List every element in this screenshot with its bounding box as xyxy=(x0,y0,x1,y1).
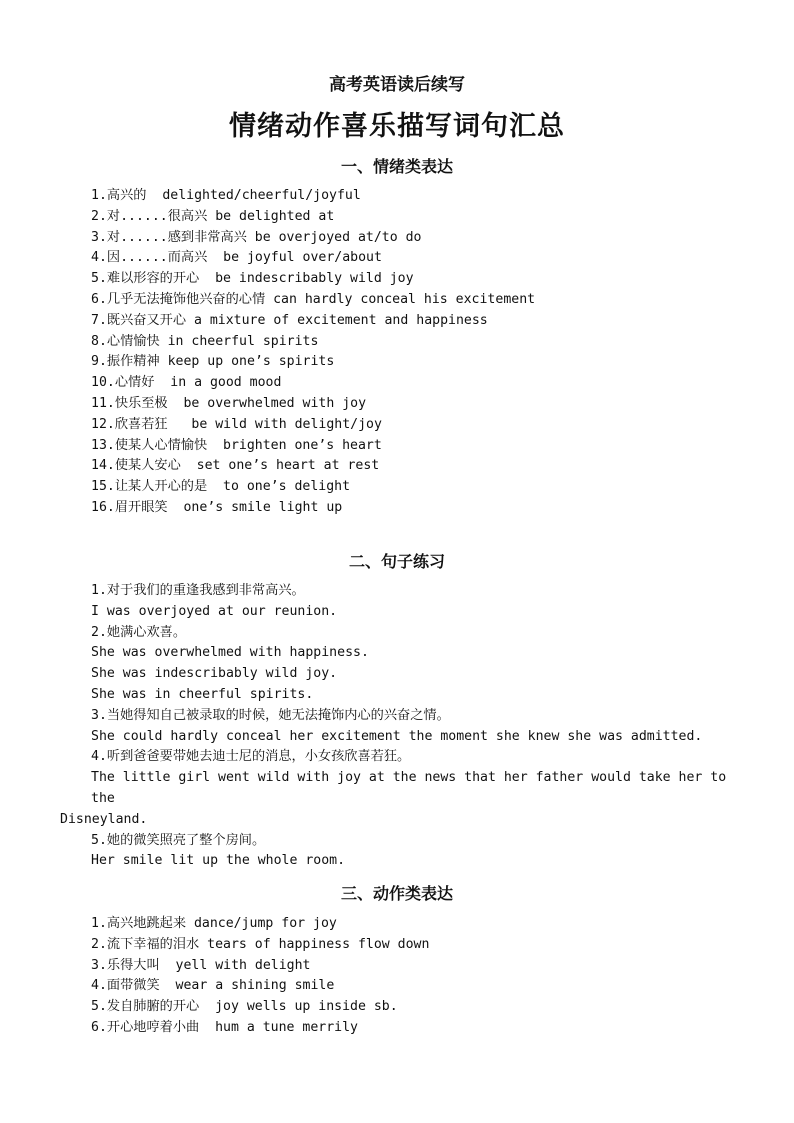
sentence-line: She was in cheerful spirits. xyxy=(91,686,314,702)
list-item: 4.面带微笑 wear a shining smile xyxy=(91,978,335,994)
action-expression-list xyxy=(91,914,429,1039)
sentence-line: Disneyland. xyxy=(60,811,148,827)
list-item: 8.心情愉快 in cheerful spirits xyxy=(91,333,319,349)
list-item: 15.让某人开心的是 to one’s delight xyxy=(91,479,351,495)
sentence-line: The little girl went wild with joy at the news that her father would take her to the xyxy=(91,770,727,806)
section-heading-sentences: 二、句子练习 xyxy=(348,552,445,571)
list-item: 6.开心地哼着小曲 hum a tune merrily xyxy=(91,1019,358,1035)
list-item: 10.心情好 in a good mood xyxy=(91,375,282,391)
list-item: 16.眉开眼笑 one’s smile light up xyxy=(91,499,343,515)
list-item: 9.振作精神 keep up one’s spirits xyxy=(91,354,335,370)
list-item: 3.乐得大叫 yell with delight xyxy=(91,957,311,973)
list-item: 2.对......很高兴 be delighted at xyxy=(91,208,335,224)
list-item: 12.欣喜若狂 be wild with delight/joy xyxy=(91,416,382,432)
list-item: 1.高兴的 delighted/cheerful/joyful xyxy=(91,188,361,203)
section-heading-emotion: 一、情绪类表达 xyxy=(340,157,453,176)
list-item: 11.快乐至极 be overwhelmed with joy xyxy=(91,395,367,411)
sentence-line: She was indescribably wild joy. xyxy=(91,666,338,682)
emotion-expression-list xyxy=(91,186,535,519)
sentence-line: 4.听到爸爸要带她去迪士尼的消息，小女孩欣喜若狂。 xyxy=(91,749,411,765)
list-item: 6.几乎无法掩饰他兴奋的心情 can hardly conceal his excitement xyxy=(91,291,536,307)
sentence-line: Her smile lit up the whole room. xyxy=(91,853,346,869)
sentence-line: She was overwhelmed with happiness. xyxy=(91,645,369,661)
sentence-line: I was overjoyed at our reunion. xyxy=(91,603,338,619)
sentence-line: 2.她满心欢喜。 xyxy=(91,624,187,640)
sentence-line: She could hardly conceal her excitement the moment she knew she was admitted. xyxy=(91,728,703,744)
document-title: 情绪动作喜乐描写词句汇总 xyxy=(229,111,565,142)
section-heading-actions: 三、动作类表达 xyxy=(340,884,453,903)
sentence-practice-block xyxy=(60,581,750,872)
list-item: 5.发自肺腑的开心 joy wells up inside sb. xyxy=(91,999,398,1015)
list-item: 4.因......而高兴 be joyful over/about xyxy=(91,250,382,266)
list-item: 14.使某人安心 set one’s heart at rest xyxy=(91,458,380,474)
list-item: 3.对......感到非常高兴 be overjoyed at/to do xyxy=(91,229,422,245)
sentence-line: 5.她的微笑照亮了整个房间。 xyxy=(91,832,266,848)
list-item: 5.难以形容的开心 be indescribably wild joy xyxy=(91,271,414,287)
list-item: 7.既兴奋又开心 a mixture of excitement and happiness xyxy=(91,312,488,328)
sentence-line: 3.当她得知自己被录取的时候，她无法掩饰内心的兴奋之情。 xyxy=(91,707,450,723)
sentence-line: 1.对于我们的重逢我感到非常高兴。 xyxy=(91,583,305,598)
list-item: 13.使某人心情愉快 brighten one’s heart xyxy=(91,437,382,453)
list-item: 1.高兴地跳起来 dance/jump for joy xyxy=(91,916,337,931)
list-item: 2.流下幸福的泪水 tears of happiness flow down xyxy=(91,936,430,952)
document-subtitle: 高考英语读后续写 xyxy=(329,75,465,95)
